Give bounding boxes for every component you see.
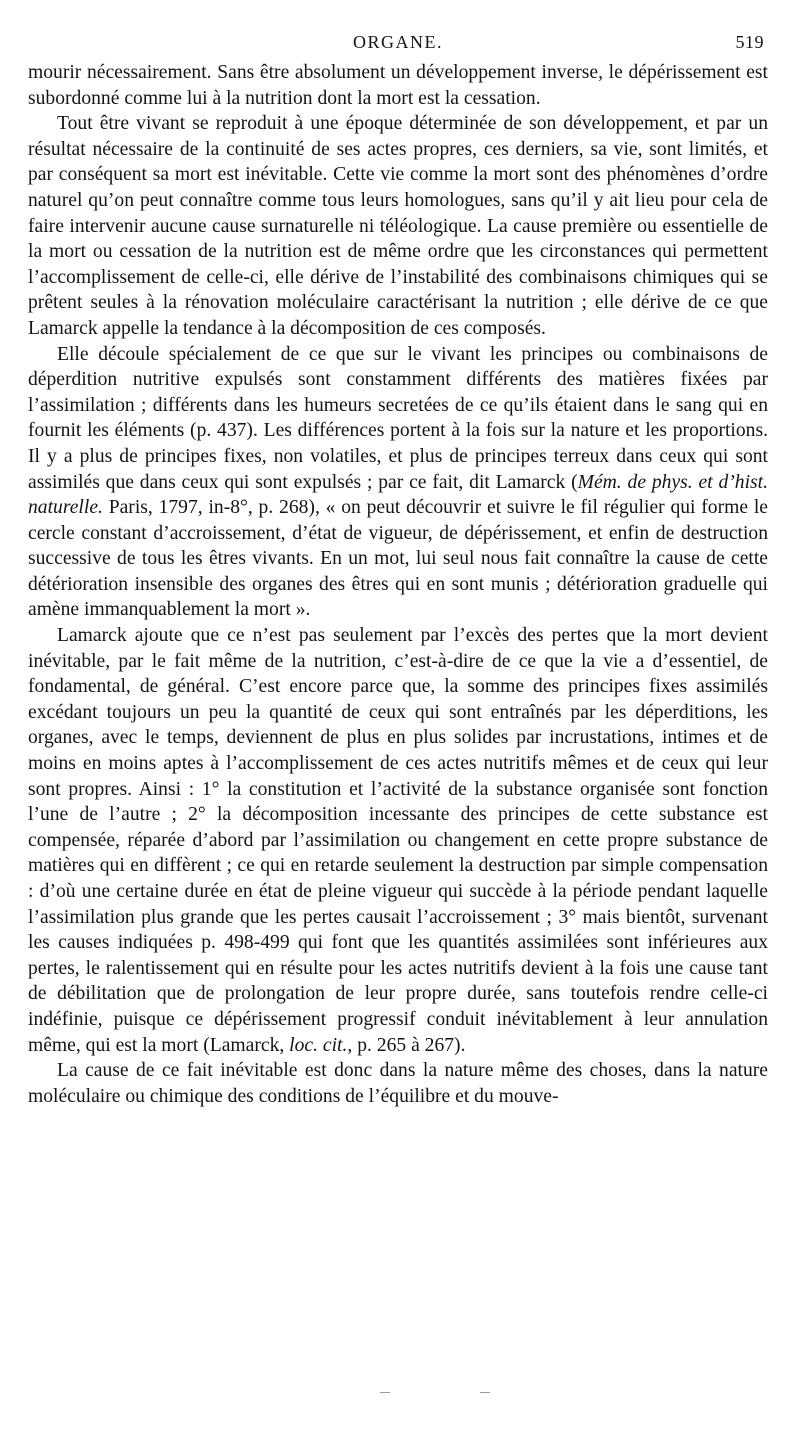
text-segment: mourir nécessairement. Sans être absolument un développement inverse, le dépérissement est subordonné comme lui à la nutrition dont la mort est la cessation. — [28, 62, 768, 109]
paragraph-1 — [28, 60, 768, 111]
italic-citation: loc. cit. — [289, 1034, 348, 1056]
paragraph-4 — [28, 623, 768, 1058]
footer-dash — [480, 1392, 490, 1393]
running-header — [28, 32, 768, 56]
paragraph-3 — [28, 342, 768, 624]
footer-dash — [380, 1392, 390, 1393]
footer-marks — [380, 1392, 500, 1398]
running-title: ORGANE. — [353, 32, 443, 52]
text-segment: Elle découle spécialement de ce que sur le vivant les principes ou combinaisons de déperdition nutritive expulsés sont constamment différents des matières fixées par l’assimilation ; différents dans les humeurs secretées de ce qu’ils étaient dans le sang qui en fournit les éléments (p. 437). Les différences portent à la fois sur la nature et les proportions. Il y a plus de principes fixes, non volatiles, et plus de principes terreux dans ceux qui sont assimilés que dans ceux qui sont expulsés ; par ce fait, dit Lamarck ( — [28, 343, 768, 493]
body-text — [28, 60, 768, 1109]
text-segment: Paris, 1797, in-8°, p. 268), « on peut découvrir et suivre le fil régulier qui forme le cercle constant d’accroissement, d’état de vigueur, de dépérissement, et enfin de destruction successive de tous les êtres vivants. En un mot, lui seul nous fait connaître la cause de cette détérioration insensible des organes des êtres qui en sont munis ; détérioration graduelle qui amène immanquablement la mort ». — [28, 497, 768, 621]
italic-citation: Mém. de phys. et d’hist. naturelle. — [28, 471, 768, 519]
text-segment: Tout être vivant se reproduit à une époque déterminée de son développement, et par un résultat nécessaire de la continuité de ses actes propres, ces derniers, sa vie, sont limités, et par conséquent sa mort est inévitable. Cette vie comme la mort sont des phénomènes d’ordre naturel qu’on peut connaître comme tous leurs homologues, sans qu’il y ait lieu pour cela de faire intervenir aucune cause surnaturelle ni téléologique. La cause première ou essentielle de la mort ou cessation de la nutrition est de même ordre que les circonstances qui permettent l’accomplissement de celle-ci, elle dérive de l’instabilité des combinaisons chimiques qui se prêtent seules à la rénovation moléculaire caractérisant la nutrition ; elle dérive de ce que Lamarck appelle la tendance à la décomposition de ces composés. — [28, 113, 768, 339]
text-segment: , p. 265 à 267). — [347, 1034, 466, 1056]
page-number: 519 — [735, 32, 764, 52]
page — [28, 32, 768, 1109]
paragraph-5 — [28, 1058, 768, 1109]
paragraph-2 — [28, 111, 768, 341]
text-segment: Lamarck ajoute que ce n’est pas seulement par l’excès des pertes que la mort devient inévitable, par le fait même de la nutrition, c’est-à-dire de ce que la vie a d’essentiel, de fondamental, de général. C’est encore parce que, la somme des principes fixes assimilés excédant toujours un peu la quantité de ceux qui sont entraînés par les déperditions, les organes, avec le temps, deviennent de plus en plus solides par incrustations, intimes et de moins en moins aptes à l’accomplissement de ces actes nutritifs mêmes et de ceux qui leur sont propres. Ainsi : 1° la constitution et l’activité de la substance organisée sont fonction l’une de l’autre ; 2° la décomposition incessante des principes de cette substance est compensée, réparée d’abord par l’assimilation ou changement en cette propre substance de matières qui en diffèrent ; ce qui en retarde seulement la destruction par simple compensation : d’où une certaine durée en état de pleine vigueur qui succède à la période pendant laquelle l’assimilation plus grande que les pertes causait l’accroissement ; 3° mais bientôt, survenant les causes indiquées p. 498-499 qui font que les quantités assimilées sont inférieures aux pertes, le ralentissement qui en résulte pour les actes nutritifs devient à la fois une cause tant de débilitation que de prolongation de leur propre durée, sans toutefois rendre celle-ci indéfinie, puisque ce dépérissement progressif conduit inévitablement à leur annulation même, qui est la mort (Lamarck, — [28, 625, 768, 1056]
text-segment: La cause de ce fait inévitable est donc dans la nature même des choses, dans la nature moléculaire ou chimique des conditions de l’équilibre et du mouve- — [28, 1060, 768, 1107]
